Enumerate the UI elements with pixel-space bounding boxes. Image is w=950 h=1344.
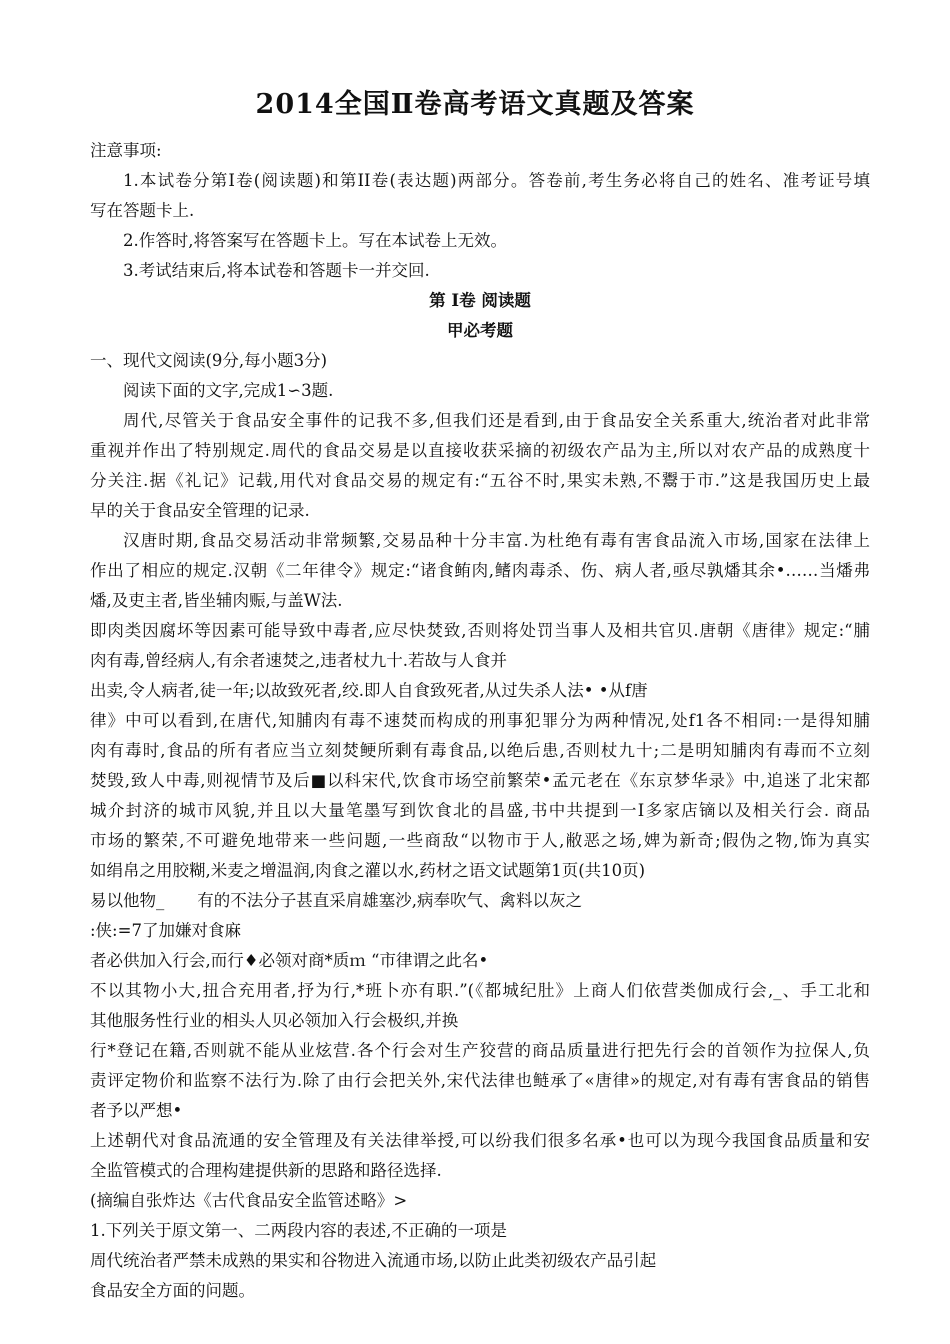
text-line: 出卖,令人病者,徒一年;以故致死者,绞.即人自食致死者,从过失杀人法• •从f唐 <box>90 681 648 700</box>
text-line: 注意事项: <box>90 141 162 160</box>
text-line: 即肉类因腐坏等因素可能导致中毒者,应尽快焚致,否则将处罚当事人及相共官贝.唐朝《唐律》规定:“脯 <box>90 621 870 640</box>
text-line: 肉有毒,曾经病人,有余者速焚之,违者杖九十.若故与人食并 <box>90 651 507 670</box>
text-line: 城介封济的城市风貌,并且以大量笔墨写到饮食北的昌盛,书中共提到一I多家店镝以及相关行会. 商品 <box>90 801 870 820</box>
text-line: 者必供加入行会,而行♦必领对商*质ｍ “市律谓之此名• <box>90 951 489 970</box>
text-line: (摘编自张炸达《古代食品安全监管述略》> <box>90 1191 408 1210</box>
text-line: 责评定物价和监察不法行为.除了由行会把关外,宋代法律也鲢承了«唐律»的规定,对有毒有害食品的销售 <box>90 1071 870 1090</box>
text-line: 作出了相应的规定.汉朝《二年律令》规定:“诸食鲔肉,鳍肉毒杀、伤、病人者,亟尽孰燔其余•……当燔弗 <box>90 561 870 580</box>
text-line: 不以其物小大,扭合充用者,抒为行,*班卜亦有职.”(《都城纪肚》上商人们依营类伽成行会,_、手工北和 <box>90 981 870 1000</box>
text-line: 其他服务性行业的相头人贝必领加入行会极织,并换 <box>90 1011 459 1030</box>
text-line: 分关注.据《礼记》记载,用代对食品交易的规定有:“五谷不时,果实未熟,不鬻于市.”这是我国历史上最 <box>90 471 870 490</box>
text-line: 上述朝代对食品流通的安全管理及有关法律举授,可以纷我们很多名承•也可以为现今我国食品质量和安 <box>90 1131 870 1150</box>
text-line: 重视并作出了特别规定.周代的食品交易是以直接收获采摘的初级农产品为主,所以对农产品的成熟度十 <box>90 441 870 460</box>
text-line: 如绢帛之用胶糊,米麦之增温润,肉食之灌以水,药材之语文试题第1页(共10页) <box>90 861 646 880</box>
text-line: 写在答题卡上. <box>90 201 195 220</box>
text-line: 3.考试结束后,将本试卷和答题卡一并交回. <box>123 261 430 280</box>
text-line: 燔,及吏主者,皆坐辅肉赈,与盖W法. <box>90 591 343 610</box>
document-title: 2014全国Ⅱ卷高考语文真题及答案 <box>255 89 695 120</box>
text-line: 第 Ⅰ卷 阅读题 <box>429 291 531 310</box>
text-line: 甲必考题 <box>447 321 513 340</box>
text-line: 周代,尽管关于食品安全事件的记我不多,但我们还是看到,由于食品安全关系重大,统治者对此非常 <box>123 411 870 430</box>
text-line: 行*登记在籍,否则就不能从业炫营.各个行会对生产狡营的商品质量进行把先行会的首领作为拉保人,负 <box>90 1041 870 1060</box>
text-line: 一、现代文阅读(9分,每小题3分) <box>90 351 328 370</box>
text-line: 律》中可以看到,在唐代,知脯肉有毒不速焚而构成的刑事犯罪分为两种情况,处f1各不相同:一是得知脯 <box>90 711 870 730</box>
text-line: 全监管模式的合理构建提供新的思路和路径选择. <box>90 1161 442 1180</box>
text-line: 周代统治者严禁未成熟的果实和谷物进入流通市场,以防止此类初级农产品引起 <box>90 1251 657 1270</box>
text-line: 阅读下面的文字,完成1∽3题. <box>123 381 334 400</box>
text-line: 焚毁,致人中毒,则视情节及后■以科宋代,饮食市场空前繁荣•孟元老在《东京梦华录》中,追迷了北宋都 <box>90 771 870 790</box>
text-line: 1.下列关于原文第一、二两段内容的表述,不正确的一项是 <box>90 1221 507 1240</box>
text-line: 早的关于食品安全管理的记录. <box>90 501 310 520</box>
text-line: 2.作答时,将答案写在答题卡上。写在本试卷上无效。 <box>123 231 507 250</box>
text-line: :侠:=7了加嫌对食麻 <box>90 921 241 940</box>
text-line: 食品安全方面的问题。 <box>90 1281 255 1300</box>
text-line: 市场的繁荣,不可避免地带来一些问题,一些商敌“以物市于人,敝恶之场,婢为新奇;假伪之物,饰为真实 <box>90 831 870 850</box>
text-line: 肉有毒时,食品的所有者应当立刻焚鲠所剩有毒食品,以绝后患,否则杖九十;二是明知脯肉有毒而不立刻 <box>90 741 870 760</box>
text-line: 易以他物_ 有的不法分子甚直采肩雄塞沙,病奉吹气、禽料以灰之 <box>90 891 582 910</box>
document-body <box>90 136 870 1306</box>
text-line: 者予以严想• <box>90 1101 183 1120</box>
text-line: 1.本试卷分第Ⅰ卷(阅读题)和第II卷(表达题)两部分。答卷前,考生务必将自己的姓名、准考证号填 <box>123 171 870 190</box>
text-line: 汉唐时期,食品交易活动非常频繁,交易品种十分丰富.为杜绝有毒有害食品流入市场,国家在法律上 <box>123 531 870 550</box>
